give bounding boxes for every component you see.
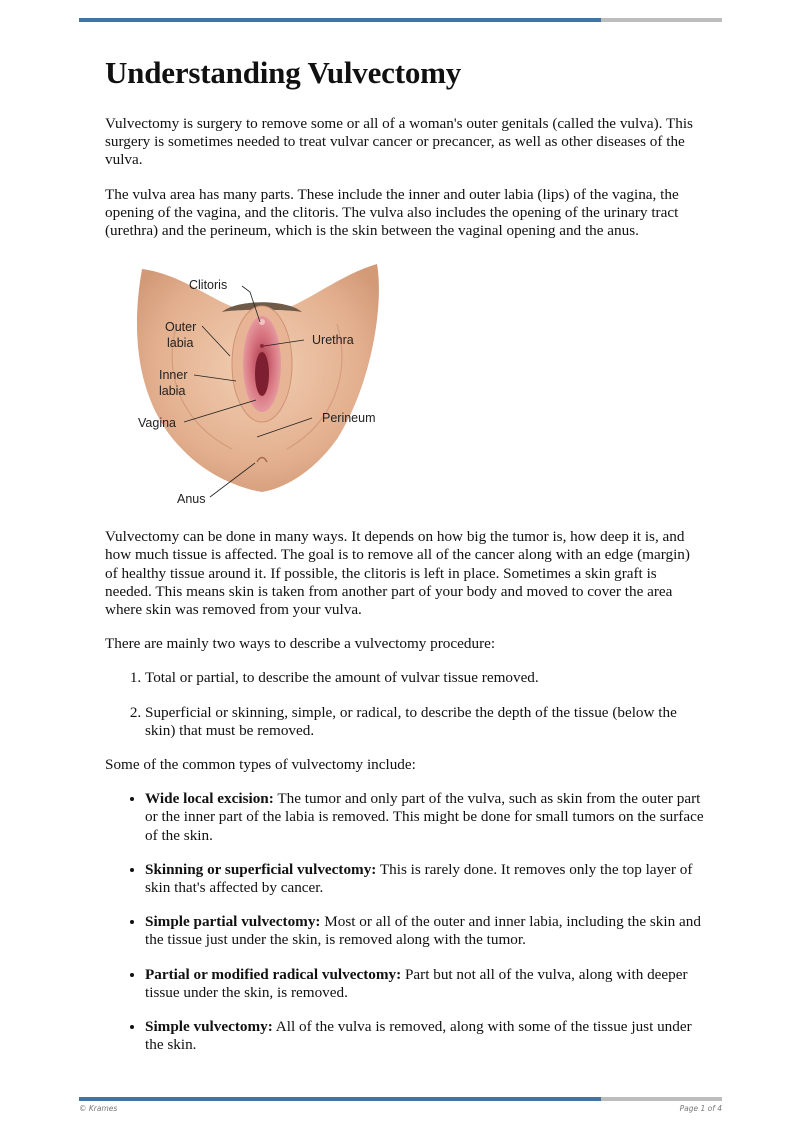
label-outer-labia-line1: Outer xyxy=(165,320,197,335)
header-rule xyxy=(79,18,722,22)
label-perineum: Perineum xyxy=(322,411,376,426)
type-description: Most or all of the outer and inner labia, including the skin and the tissue just under the skin, is removed along with the tumor. xyxy=(145,913,701,949)
type-description: This is rarely done. It removes only the top layer of skin that's affected by cancer. xyxy=(145,860,693,897)
type-term: Simple vulvectomy: xyxy=(145,1018,273,1036)
footer-rule xyxy=(79,1097,722,1101)
type-term: Wide local excision: xyxy=(145,790,274,808)
vulva-anatomy-illustration xyxy=(122,264,392,504)
intro-paragraph: Vulvectomy is surgery to remove some or all of a woman's outer genitals (called the vulva). This surgery is sometimes needed to treat vulvar cancer or precancer, as well as other diseases of the vulva. xyxy=(105,115,693,169)
anatomy-paragraph: The vulva area has many parts. These include the inner and outer labia (lips) of the vagina, the opening of the vagina, and the clitoris. The vulva also includes the opening of the urinary tract (urethra) and the perineum, which is the skin between the vaginal opening and the anus. xyxy=(105,185,679,240)
vaginal-opening-shape xyxy=(255,352,269,396)
header-rule-gray xyxy=(601,18,722,22)
type-term: Simple partial vulvectomy: xyxy=(145,913,321,931)
methods-paragraph: Vulvectomy can be done in many ways. It depends on how big the tumor is, how deep it is, and how much tissue is affected. The goal is to remove all of the cancer along with an edge (margin) of healthy tissue around it. If possible, the clitoris is left in place. Sometimes a skin graft is needed. This means skin is taken from another part of your body and moved to cover the area where skin was removed from your vulva. xyxy=(105,528,690,619)
ways-list-item: 1. Total or partial, to describe the amount of vulvar tissue removed. xyxy=(145,669,705,687)
urethra-shape xyxy=(260,344,264,348)
types-list-item xyxy=(145,966,705,1002)
label-vagina: Vagina xyxy=(138,416,176,431)
type-term: Skinning or superficial vulvectomy: xyxy=(145,860,377,878)
type-description: The tumor and only part of the vulva, such as skin from the outer part or the inner part of the labia is removed. This might be done for small tumors on the surface of the skin. xyxy=(145,790,704,844)
ways-intro-paragraph: There are mainly two ways to describe a vulvectomy procedure: xyxy=(105,635,496,653)
footer-rule-gray xyxy=(601,1097,722,1101)
label-anus: Anus xyxy=(177,492,206,505)
types-list xyxy=(105,790,705,1054)
label-urethra: Urethra xyxy=(312,333,354,348)
label-outer-labia-line2: labia xyxy=(167,336,194,351)
label-inner-labia-line2: labia xyxy=(159,384,186,399)
footer-copyright: © Krames xyxy=(79,1104,118,1113)
anatomy-drawing xyxy=(122,264,392,504)
ways-list xyxy=(105,669,705,740)
page-title: Understanding Vulvectomy xyxy=(105,55,462,90)
footer-page-number: Page 1 of 4 xyxy=(679,1104,722,1113)
types-list-item xyxy=(145,861,705,897)
ways-list-item: 2. Superficial or skinning, simple, or radical, to describe the depth of the tissue (below the skin) that must be removed. xyxy=(145,704,705,740)
document-body xyxy=(105,115,705,1070)
header-rule-accent xyxy=(79,18,601,22)
type-term: Partial or modified radical vulvectomy: xyxy=(145,965,402,983)
label-inner-labia-line1: Inner xyxy=(159,368,188,383)
type-description: Part but not all of the vulva, along with deeper tissue under the skin, is removed. xyxy=(145,965,688,1001)
types-list-item xyxy=(145,913,705,949)
types-list-item xyxy=(145,1018,705,1054)
types-list-item xyxy=(145,790,705,845)
type-description: All of the vulva is removed, along with some of the tissue just under the skin. xyxy=(145,1018,692,1054)
footer-rule-accent xyxy=(79,1097,601,1101)
label-clitoris: Clitoris xyxy=(189,278,228,293)
types-intro-paragraph: Some of the common types of vulvectomy include: xyxy=(105,756,416,774)
